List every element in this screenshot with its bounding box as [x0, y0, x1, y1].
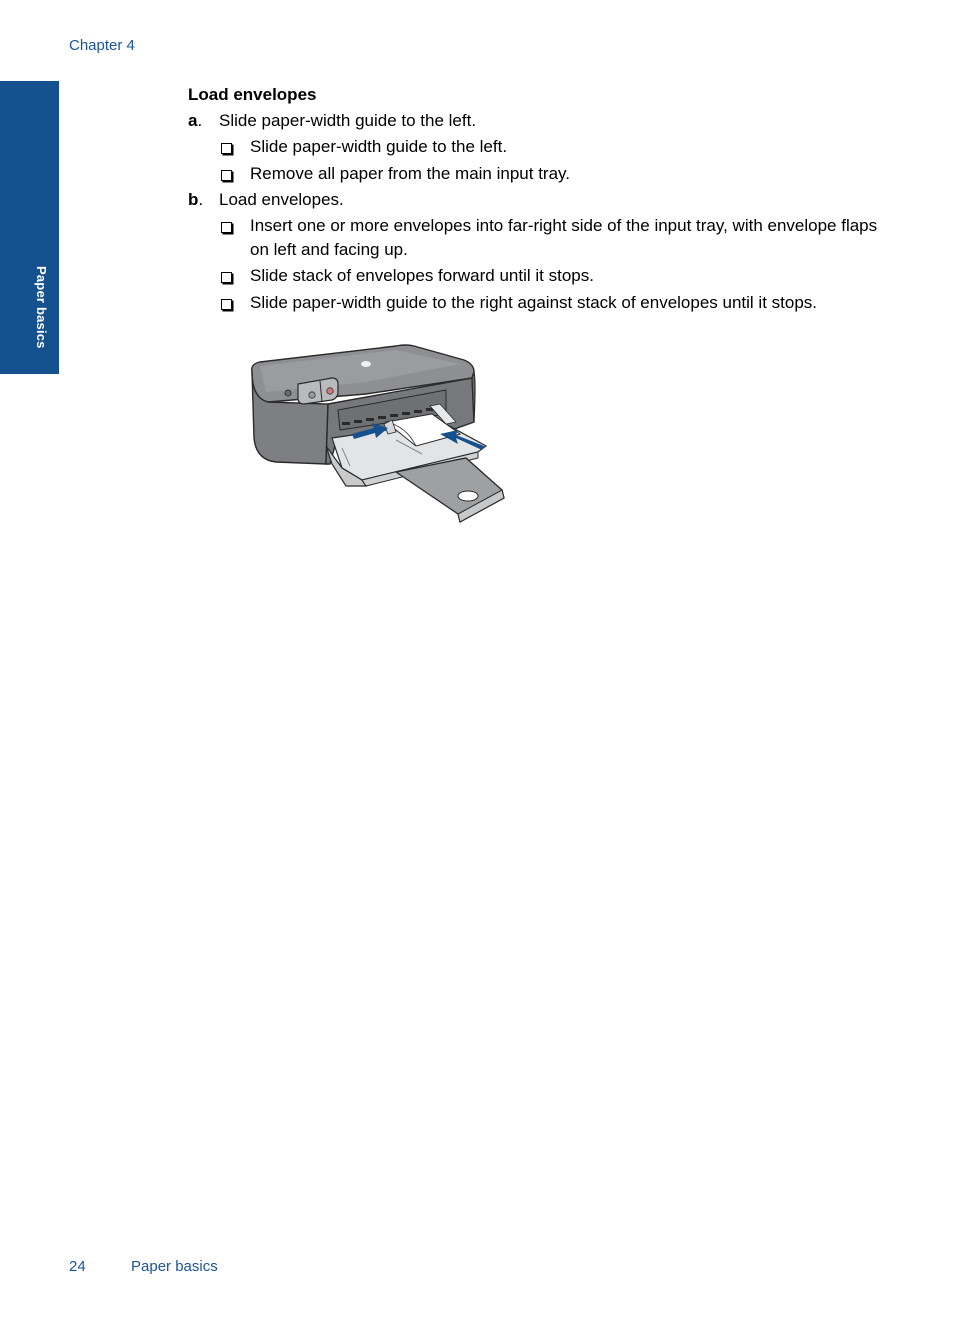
checklist-item	[188, 161, 888, 188]
checkbox-icon	[219, 213, 250, 263]
step-text: Slide paper-width guide to the left.	[219, 111, 477, 130]
printer-envelope-icon	[246, 342, 508, 526]
checkbox-icon	[219, 134, 250, 161]
checklist-item	[188, 290, 888, 317]
section-title: Load envelopes	[188, 85, 317, 104]
checklist-text: Insert one or more envelopes into far-right side of the input tray, with envelope flaps on left and facing up.	[250, 216, 878, 259]
checklist-item	[188, 213, 888, 263]
side-tab-label: Paper basics	[34, 266, 49, 349]
step-b	[188, 187, 888, 213]
checkbox-icon	[219, 161, 250, 188]
footer-section-title: Paper basics	[131, 1258, 218, 1275]
step-marker: b.	[188, 190, 204, 209]
checkbox-icon	[219, 290, 250, 317]
printer-illustration	[246, 342, 508, 526]
main-content	[188, 82, 888, 316]
step-marker: a.	[188, 111, 203, 130]
step-a	[188, 108, 888, 134]
checklist-text: Slide stack of envelopes forward until it stops.	[250, 266, 594, 285]
side-tab	[0, 81, 59, 374]
checklist-text: Slide paper-width guide to the left.	[250, 137, 508, 156]
checklist-text: Slide paper-width guide to the right against stack of envelopes until it stops.	[250, 292, 818, 312]
checkbox-icon	[219, 263, 250, 290]
checklist-item	[188, 263, 888, 290]
step-text: Load envelopes.	[219, 190, 344, 209]
checklist-text: Remove all paper from the main input tray.	[250, 163, 570, 183]
running-header-chapter: Chapter 4	[69, 37, 135, 54]
footer-page-number: 24	[69, 1258, 86, 1275]
checklist-item	[188, 134, 888, 161]
